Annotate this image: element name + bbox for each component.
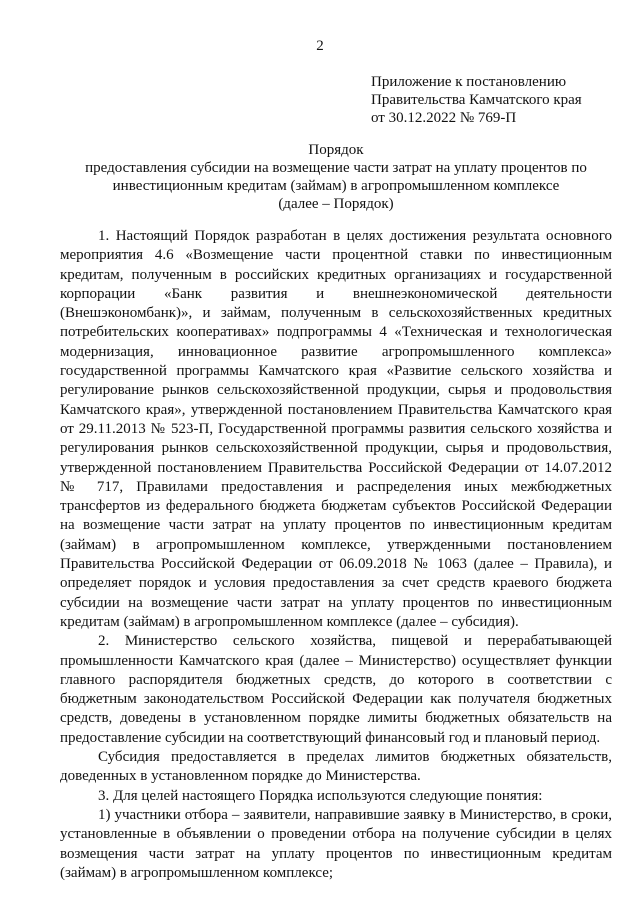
- title-line: инвестиционным кредитам (займам) в агропромышленном комплексе: [112, 178, 560, 194]
- page-number: 2: [316, 38, 324, 54]
- title-line: предоставления субсидии на возмещение части затрат на уплату процентов по: [85, 160, 587, 176]
- appendix-line: от 30.12.2022 № 769-П: [371, 110, 517, 126]
- title-line: (далее – Порядок): [278, 196, 394, 212]
- title-line: Порядок: [308, 142, 364, 158]
- paragraph-4: 3. Для целей настоящего Порядка используются следующие понятия:: [98, 787, 543, 804]
- paragraph-3: Субсидия предоставляется в пределах лимитов бюджетных обязательств, доведенных в установленном порядке до Министерства.: [60, 749, 612, 785]
- appendix-line: Правительства Камчатского края: [371, 92, 582, 108]
- paragraph-2: 2. Министерство сельского хозяйства, пищевой и перерабатывающей промышленности Камчатского края (далее – Министерство) осуществляет функции главного распорядителя бюджетных средств, до которого в соответствии с бюджетным законодательством Российской Федерации как получателя бюджетных средств, доведены в установленном порядке лимиты бюджетных обязательств на предоставление субсидии на соответствующий финансовый год и плановый период.: [60, 633, 612, 746]
- appendix-block: [371, 73, 582, 127]
- body-text: [60, 227, 612, 883]
- paragraph-1: 1. Настоящий Порядок разработан в целях достижения результата основного мероприятия 4.6 «Возмещение части процентной ставки по инвестиционным кредитам, полученным в российских кредитных организациях и государственной корпорации «Банк развития и внешнеэкономической деятельности (Внешэкономбанк)», и займам, полученным в сельскохозяйственных кредитных потребительских кооперативах» подпрограммы 4 «Техническая и технологическая модернизация, инновационное развитие агропромышленного комплекса» государственной программы Камчатского края «Развитие сельского хозяйства и регулирование рынков сельскохозяйственной продукции, сырья и продовольствия Камчатского края», утвержденной постановлением Правительства Камчатского края от 29.11.2013 № 523-П, Государственной программы развития сельского хозяйства и регулирования рынков сельскохозяйственной продукции, сырья и продовольствия, утвержденной постановлением Правительства Российской Федерации от 14.07.2012 № 717, Правилами предоставления и распределения иных межбюджетных трансфертов из федерального бюджета бюджетам субъектов Российской Федерации на возмещение части затрат на уплату процентов по инвестиционным кредитам (займам) в агропромышленном комплексе, утвержденными постановлением Правительства Российской Федерации от 06.09.2018 № 1063 (далее – Правила), и определяет порядок и условия предоставления за счет средств краевого бюджета субсидии на возмещение части затрат на уплату процентов по инвестиционным кредитам (займам) в агропромышленном комплексе (далее – субсидия).: [60, 228, 612, 630]
- paragraph-5: 1) участники отбора – заявители, направившие заявку в Министерство, в сроки, установленные в объявлении о проведении отбора на получение субсидии в целях возмещения части затрат на уплату процентов по инвестиционным кредитам (займам) в агропромышленном комплексе;: [60, 806, 612, 881]
- appendix-line: Приложение к постановлению: [371, 74, 567, 90]
- document-title: [60, 141, 612, 213]
